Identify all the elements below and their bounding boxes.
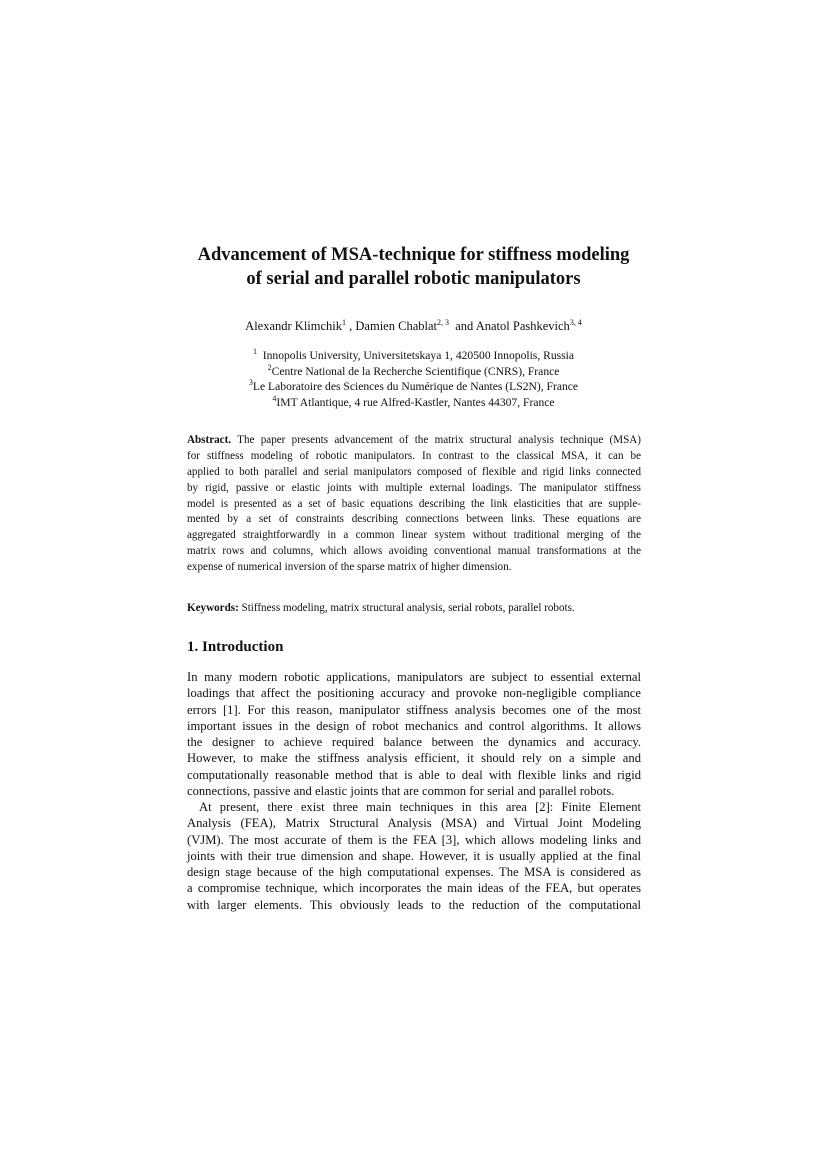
body-text	[187, 669, 641, 913]
body-line: Analysis (FEA), Matrix Structural Analysis (MSA) and Virtual Joint Modeling	[187, 816, 641, 831]
body-line: (VJM). The most accurate of them is the FEA [3], which allows modeling links and	[187, 832, 641, 847]
abstract-line: aggregated straightforwardly in a common linear system without traditional merging of the	[187, 529, 641, 542]
abstract	[187, 433, 641, 576]
abstract-line: mented by a set of constraints describing connections between links. These equations are	[187, 513, 641, 526]
affiliation	[0, 348, 827, 364]
abstract-line	[187, 433, 641, 449]
affiliation-text: Le Laboratoire des Sciences du Numérique de Nantes (LS2N), France	[252, 380, 579, 394]
section-heading: 1. Introduction	[187, 639, 284, 655]
keywords-label: Keywords:	[187, 602, 239, 614]
author-name: Anatol Pashkevich	[475, 319, 570, 333]
body-line: design stage because of the high computational expenses. The MSA is considered as	[187, 865, 641, 879]
abstract-line: model is presented as a set of basic equations describing the link elasticities that are supple-	[187, 497, 641, 510]
author-affiliation-mark: 1	[342, 317, 347, 327]
body-line: In many modern robotic applications, manipulators are subject to essential external	[187, 670, 641, 684]
author-separator: ,	[346, 319, 356, 333]
keywords-text: Stiffness modeling, matrix structural analysis, serial robots, parallel robots.	[238, 602, 575, 614]
paper-title	[0, 243, 827, 291]
body-line: the designer to achieve required balance between the dynamics and accuracy.	[187, 735, 641, 749]
abstract-line: by rigid, passive or elastic joints with multiple external loadings. The manipulator stiffness	[187, 481, 641, 494]
affiliation-list	[0, 348, 827, 410]
author-name: Alexandr Klimchik	[245, 319, 343, 333]
title-line: of serial and parallel robotic manipulators	[246, 269, 581, 289]
body-line: a compromise technique, which incorporates the main ideas of the FEA, but operates	[187, 881, 641, 896]
body-line: errors [1]. For this reason, manipulator stiffness analysis becomes one of the most	[187, 702, 641, 717]
affiliation-text: Innopolis University, Universitetskaya 1, 420500 Innopolis, Russia	[256, 349, 575, 362]
affiliation-text: IMT Atlantique, 4 rue Alfred-Kastler, Nantes 44307, France	[276, 395, 555, 409]
abstract-line: for stiffness modeling of robotic manipulators. In contrast to the classical MSA, it can be	[187, 449, 641, 462]
author-separator: and	[448, 319, 476, 333]
abstract-line: expense of numerical inversion of the sparse matrix of higher dimension.	[187, 561, 512, 574]
body-line: joints with their true dimension and shape. However, it is usually applied at the final	[187, 848, 641, 863]
abstract-text: The paper presents advancement of the matrix structural analysis technique (MSA)	[231, 434, 641, 446]
author-affiliation-mark: 2, 3	[436, 317, 449, 327]
body-line: important issues in the design of robot mechanics and control algorithms. It allows	[187, 718, 641, 733]
author-name: Damien Chablat	[355, 319, 437, 333]
abstract-label: Abstract.	[187, 434, 232, 446]
body-line: loadings that affect the positioning accuracy and provoke non-negligible compliance	[187, 686, 641, 701]
body-line: computationally reasonable method that is able to deal with flexible links and rigid	[187, 767, 641, 782]
affiliation-mark: 1	[252, 347, 257, 357]
abstract-line: applied to both parallel and serial manipulators composed of flexible and rigid links connected	[187, 465, 641, 478]
affiliation-mark: 2	[267, 362, 272, 372]
affiliation-mark: 4	[272, 393, 277, 403]
abstract-line: matrix rows and columns, which allows avoiding conventional manual transformations at the	[187, 545, 641, 558]
affiliation-mark: 3	[248, 378, 253, 388]
body-line: connections, passive and elastic joints that are common for serial and parallel robots.	[187, 783, 615, 798]
affiliation	[0, 379, 827, 395]
affiliation	[0, 364, 827, 380]
author-affiliation-mark: 3, 4	[569, 317, 582, 327]
title-line: Advancement of MSA-technique for stiffness modeling	[197, 245, 630, 265]
keywords	[187, 601, 641, 616]
body-line: At present, there exist three main techniques in this area [2]: Finite Element	[199, 800, 641, 814]
affiliation	[0, 395, 827, 411]
body-line: with larger elements. This obviously leads to the reduction of the computational	[187, 897, 641, 912]
affiliation-text: Centre National de la Recherche Scientifique (CNRS), France	[271, 364, 560, 378]
author-list	[0, 318, 827, 334]
body-line: However, to make the stiffness analysis efficient, it should rely on a simple and	[187, 751, 641, 766]
